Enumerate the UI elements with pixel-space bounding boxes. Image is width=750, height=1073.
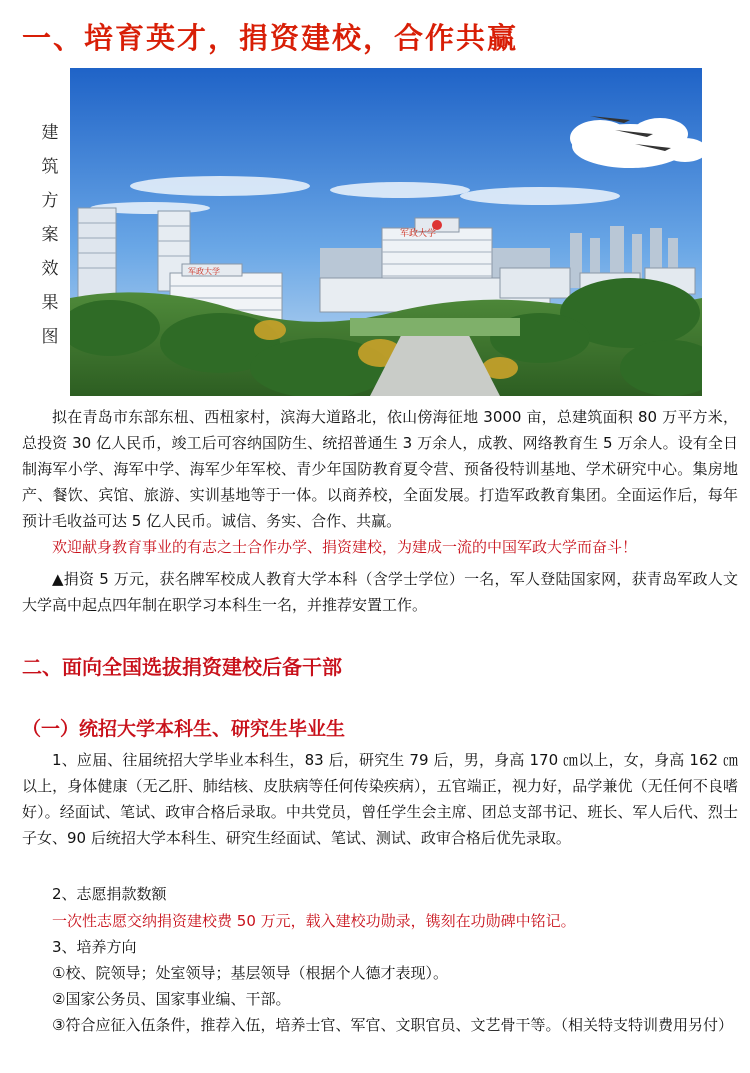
subsection-title: （一）统招大学本科生、研究生毕业生 [22,718,346,740]
big-cloud [570,118,702,168]
caption-char: 方 [41,191,59,211]
campus-rendering-photo [70,68,702,396]
intro-paragraph: 拟在青岛市东部东杻、西杻家村，滨海大道路北，依山傍海征地 3000 亩，总建筑面积 80 万平方米，总投资 30 亿人民币，竣工后可容纳国防生、统招普通生 3 万余人，成教、网络教育生 5 万余人。设有全日制海军小学、海军中学、海军少年军校、青少年国防教育夏令营、预备役特训基地、学术研究中心。集房地产、餐饮、宾馆、旅游、实训基地等于一体。以商养校，全面发展。打造军政教育集团。全面运作后，每年预计毛收益可达 5 亿人民币。诚信、务实、合作、共赢。 [22,408,738,530]
caption-char: 图 [41,327,59,347]
training-direction-b: ②国家公务员、国家事业编、干部。 [52,990,291,1008]
caption-char: 果 [41,293,59,313]
training-direction-c: ③符合应征入伍条件，推荐入伍，培养士官、军官、文职官员、文艺骨干等。（相关特支特训费用另付） [52,1016,733,1034]
building-sign: 军政大学 [188,267,220,276]
section2-title: 二、面向全国选拔捐资建校后备干部 [22,655,342,679]
training-direction-title: 3、培养方向 [52,938,137,956]
caption-char: 筑 [41,157,59,177]
caption-char: 建 [41,123,59,143]
building-sign: 军政大学 [400,229,437,239]
donation-amount-text: 一次性志愿交纳捐资建校费 50 万元，载入建校功勋录，镌刻在功勋碑中铭记。 [52,912,576,930]
photo-side-caption [38,116,62,354]
donation-text: ▲捐资 5 万元，获名牌军校成人教育大学本科（含学士学位）一名，军人登陆国家网，获青岛军政人文大学高中起点四年制在职学习本科生一名，并推荐安置工作。 [22,570,738,614]
donation-amount-title: 2、志愿捐款数额 [52,885,167,903]
welcome-text: 欢迎献身教育事业的有志之士合作办学、捐资建校，为建成一流的中国军政大学而奋斗！ [52,538,638,556]
requirement-item-1: 1、应届、往届统招大学毕业本科生，83 后，研究生 79 后，男，身高 170 ㎝以上，女，身高 162 ㎝以上，身体健康（无乙肝、肺结核、皮肤病等任何传染疾病），五官端正，视力好，品学兼优（无任何不良嗜好）。经面试、笔试、政审合格后录取。中共党员，曾任学生会主席、团总支部书记、班长、军人后代、烈士子女、90 后统招大学本科生、研究生经面试、笔试、测试、政审合格后优先录取。 [22,751,738,847]
caption-char: 效 [41,259,59,279]
caption-char: 案 [41,225,59,245]
section1-title: 一、培育英才，捐资建校，合作共赢 [22,21,519,55]
training-direction-a: ①校、院领导；处室领导；基层领导（根据个人德才表现）。 [52,964,448,982]
